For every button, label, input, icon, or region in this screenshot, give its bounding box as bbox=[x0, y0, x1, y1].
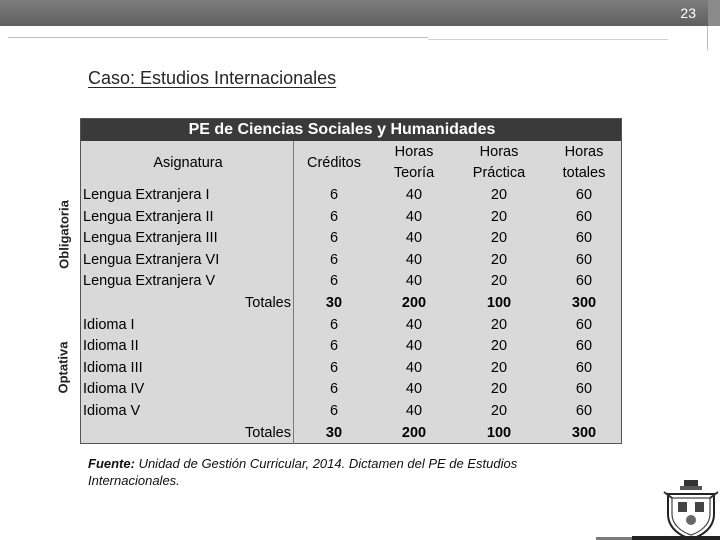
divider-line bbox=[428, 39, 668, 40]
credits-cell: 6 bbox=[329, 208, 339, 225]
credits-cell: 6 bbox=[329, 316, 339, 333]
table-row bbox=[81, 250, 624, 272]
header-horas-teoria-text: Horas Teoría bbox=[393, 144, 435, 181]
theory-hours-cell: 200 bbox=[401, 424, 427, 441]
totals-row bbox=[81, 293, 624, 315]
credits-cell: 6 bbox=[329, 402, 339, 419]
theory-hours-cell: 40 bbox=[405, 208, 423, 225]
header-horas-practica bbox=[454, 141, 544, 185]
subject-name: Idioma V bbox=[81, 401, 294, 423]
total-hours-cell: 60 bbox=[575, 402, 593, 419]
practice-hours-cell: 20 bbox=[490, 381, 508, 398]
totals-label: Totales bbox=[81, 293, 294, 315]
total-hours-cell: 300 bbox=[571, 424, 597, 441]
top-bar bbox=[0, 0, 708, 26]
credits-cell: 30 bbox=[325, 424, 343, 441]
practice-hours-cell: 20 bbox=[490, 316, 508, 333]
table-row bbox=[81, 379, 624, 401]
total-hours-cell: 60 bbox=[575, 359, 593, 376]
theory-hours-cell: 40 bbox=[405, 251, 423, 268]
subject-name: Lengua Extranjera I bbox=[81, 185, 294, 207]
total-hours-cell: 60 bbox=[575, 273, 593, 290]
theory-hours-cell: 40 bbox=[405, 273, 423, 290]
top-bar-edge bbox=[708, 0, 720, 26]
header-horas-totales bbox=[544, 141, 624, 185]
subject-name: Idioma III bbox=[81, 358, 294, 380]
table-row bbox=[81, 207, 624, 229]
divider-line bbox=[8, 37, 428, 38]
totals-row bbox=[81, 423, 624, 445]
table-row bbox=[81, 401, 624, 423]
subject-name: Lengua Extranjera III bbox=[81, 228, 294, 250]
credits-cell: 6 bbox=[329, 230, 339, 247]
table-caption-text: PE de Ciencias Sociales y Humanidades bbox=[188, 121, 496, 138]
divider-line bbox=[707, 26, 708, 50]
total-hours-cell: 60 bbox=[575, 187, 593, 203]
curriculum-table bbox=[80, 118, 622, 444]
total-hours-cell: 60 bbox=[575, 338, 593, 355]
practice-hours-cell: 20 bbox=[490, 208, 508, 225]
totals-label: Totales bbox=[81, 423, 294, 445]
total-hours-cell: 300 bbox=[571, 294, 597, 311]
theory-hours-cell: 40 bbox=[405, 381, 423, 398]
total-hours-cell: 60 bbox=[575, 251, 593, 268]
theory-hours-cell: 40 bbox=[405, 359, 423, 376]
theory-hours-cell: 40 bbox=[405, 338, 423, 355]
subject-name: Idioma IV bbox=[81, 379, 294, 401]
table-row bbox=[81, 315, 624, 337]
credits-cell: 6 bbox=[329, 273, 339, 290]
source-note bbox=[88, 455, 608, 489]
header-asignatura: Asignatura bbox=[81, 141, 294, 185]
header-horas-practica-text: Horas Práctica bbox=[472, 144, 526, 181]
theory-hours-cell: 40 bbox=[405, 187, 423, 203]
header-horas-teoria bbox=[374, 141, 454, 185]
subject-name: Idioma II bbox=[81, 336, 294, 358]
footer-line bbox=[632, 536, 720, 540]
header-creditos: Créditos bbox=[307, 154, 361, 171]
header-row bbox=[81, 141, 624, 185]
table-row bbox=[81, 358, 624, 380]
subject-name: Idioma I bbox=[81, 315, 294, 337]
practice-hours-cell: 20 bbox=[490, 273, 508, 290]
table-row bbox=[81, 185, 624, 207]
practice-hours-cell: 20 bbox=[490, 251, 508, 268]
section-label-obligatoria: Obligatoria bbox=[56, 200, 72, 269]
theory-hours-cell: 40 bbox=[405, 230, 423, 247]
total-hours-cell: 60 bbox=[575, 316, 593, 333]
page-number: 23 bbox=[680, 5, 696, 21]
practice-hours-cell: 100 bbox=[486, 294, 512, 311]
credits-cell: 6 bbox=[329, 338, 339, 355]
credits-cell: 30 bbox=[325, 294, 343, 311]
source-text: Unidad de Gestión Curricular, 2014. Dictamen del PE de Estudios Internacionales. bbox=[88, 456, 518, 488]
practice-hours-cell: 20 bbox=[490, 230, 508, 247]
table-row bbox=[81, 228, 624, 250]
theory-hours-cell: 200 bbox=[401, 294, 427, 311]
credits-cell: 6 bbox=[329, 251, 339, 268]
practice-hours-cell: 20 bbox=[490, 359, 508, 376]
subject-name: Lengua Extranjera V bbox=[81, 271, 294, 293]
table-row bbox=[81, 271, 624, 293]
total-hours-cell: 60 bbox=[575, 230, 593, 247]
credits-cell: 6 bbox=[329, 359, 339, 376]
credits-cell: 6 bbox=[329, 187, 339, 203]
theory-hours-cell: 40 bbox=[405, 402, 423, 419]
total-hours-cell: 60 bbox=[575, 208, 593, 225]
source-label: Fuente: bbox=[88, 456, 135, 471]
section-label-optativa: Optativa bbox=[55, 341, 71, 394]
subject-name: Lengua Extranjera VI bbox=[81, 250, 294, 272]
practice-hours-cell: 20 bbox=[490, 338, 508, 355]
practice-hours-cell: 20 bbox=[490, 402, 508, 419]
header-horas-totales-text: Horas totales bbox=[562, 144, 606, 181]
table-row bbox=[81, 336, 624, 358]
practice-hours-cell: 100 bbox=[486, 424, 512, 441]
subject-name: Lengua Extranjera II bbox=[81, 207, 294, 229]
practice-hours-cell: 20 bbox=[490, 187, 508, 203]
slide-title: Caso: Estudios Internacionales bbox=[88, 68, 337, 88]
theory-hours-cell: 40 bbox=[405, 316, 423, 333]
total-hours-cell: 60 bbox=[575, 381, 593, 398]
university-crest-icon bbox=[662, 478, 720, 540]
credits-cell: 6 bbox=[329, 381, 339, 398]
table-caption bbox=[81, 119, 621, 141]
table-grid bbox=[81, 141, 625, 444]
